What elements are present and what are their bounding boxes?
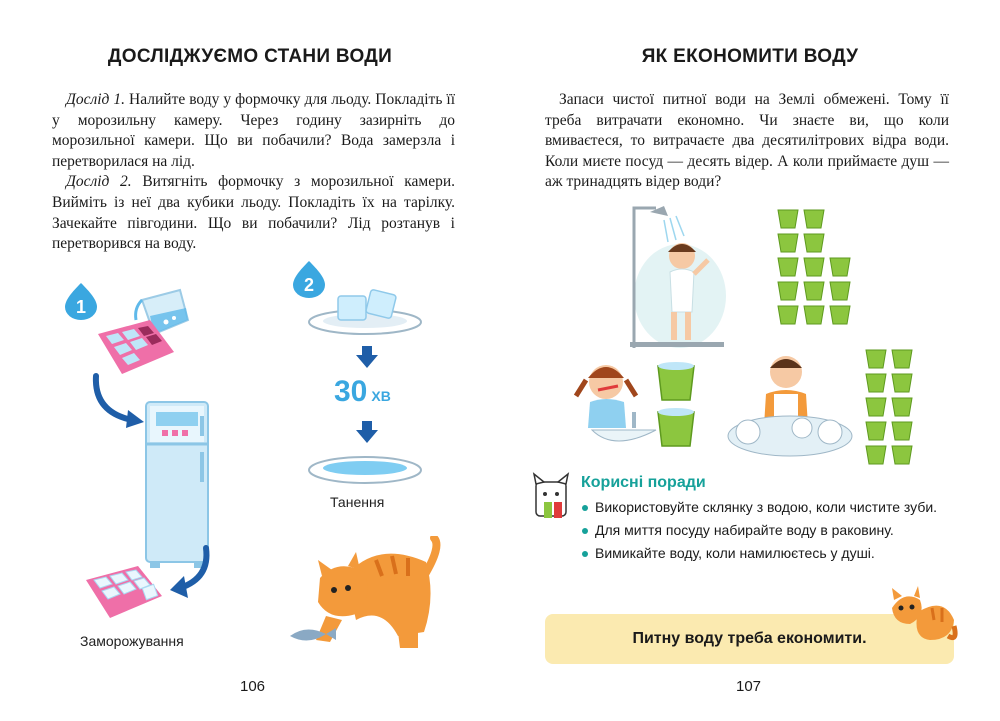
page-number: 106: [240, 678, 266, 695]
experiment-2-paragraph: [52, 172, 455, 254]
step-1-number: 1: [75, 297, 87, 317]
experiment-1-label: Дослід 1.: [66, 91, 126, 108]
experiment-2-label: Дослід 2.: [66, 173, 132, 191]
tips-title: Корисні поради: [581, 474, 706, 491]
tip-item: Вимикайте воду, коли намилюєтесь у душі.: [581, 543, 949, 564]
page-title: ДОСЛІДЖУЄМО СТАНИ ВОДИ: [107, 46, 393, 67]
cat-with-fish-illustration: [286, 536, 442, 662]
buckets-washing-group: [654, 360, 698, 452]
sleeping-cat-illustration: [888, 586, 958, 646]
experiments-text: [52, 90, 455, 255]
plate-with-ice-icon: [306, 288, 424, 336]
buckets-dishes-group: [864, 348, 916, 470]
tip-item: Використовуйте склянку з водою, коли чистите зуби.: [581, 497, 949, 518]
arrow-from-fridge: [168, 544, 216, 600]
tip-item: Для миття посуду набирайте воду в раковину.: [581, 520, 949, 541]
ice-tray-icon: [94, 316, 176, 380]
timer-label: [334, 375, 391, 409]
buckets-shower-group: [776, 208, 852, 335]
arrow-to-fridge: [88, 372, 148, 432]
step-2-number: 2: [303, 275, 315, 295]
experiment-1-paragraph: [52, 90, 455, 172]
down-arrow-icon: [356, 421, 378, 443]
intro-text: [545, 90, 949, 193]
boy-washing-dishes-illustration: [726, 350, 854, 460]
timer-value: 30: [334, 375, 368, 408]
frozen-ice-tray-icon: [82, 560, 164, 622]
caption-melting: Танення: [330, 494, 385, 510]
page-number: 107: [736, 678, 762, 695]
callout-text: Питну воду треба економити.: [632, 630, 867, 647]
girl-brushing-teeth-illustration: [572, 352, 658, 452]
step-1-badge: [64, 282, 98, 320]
tips-list: [581, 497, 949, 566]
experiment-2-text: Витягніть формочку з морозильної камери. Вийміть із неї два кубики льоду. Покладіть їх на тарілку. Зачекайте півгодини. Що ви побачили? Лід розтанув і перетворився на воду.: [52, 173, 455, 253]
intro-paragraph: Запаси чистої питної води на Землі обмежені. Тому її треба витрачати економно. Чи знаєте ви, що коли вмиваєтеся, то витрачаєте два десятилітрових відра води. Коли миєте посуд — десять відер. А коли приймаєте душ — аж тринадцять відер води?: [545, 91, 949, 191]
experiment-1-text: Налийте воду у формочку для льоду. Покладіть її у морозильну камеру. Через годину зазирніть до морозильної камери. Що ви побачили? Вода замерзла і перетворилася на лід.: [52, 91, 455, 170]
right-page: [500, 0, 1000, 721]
fridge-icon: [142, 400, 214, 568]
page-title: ЯК ЕКОНОМИТИ ВОДУ: [641, 46, 859, 67]
caption-freezing: Заморожування: [80, 633, 184, 649]
down-arrow-icon: [356, 346, 378, 368]
plate-with-water-icon: [306, 452, 424, 486]
child-shower-illustration: [624, 202, 726, 350]
tips-cat-icon: [528, 472, 576, 522]
timer-unit: ХВ: [371, 388, 391, 404]
bucket-icons: [776, 208, 852, 330]
